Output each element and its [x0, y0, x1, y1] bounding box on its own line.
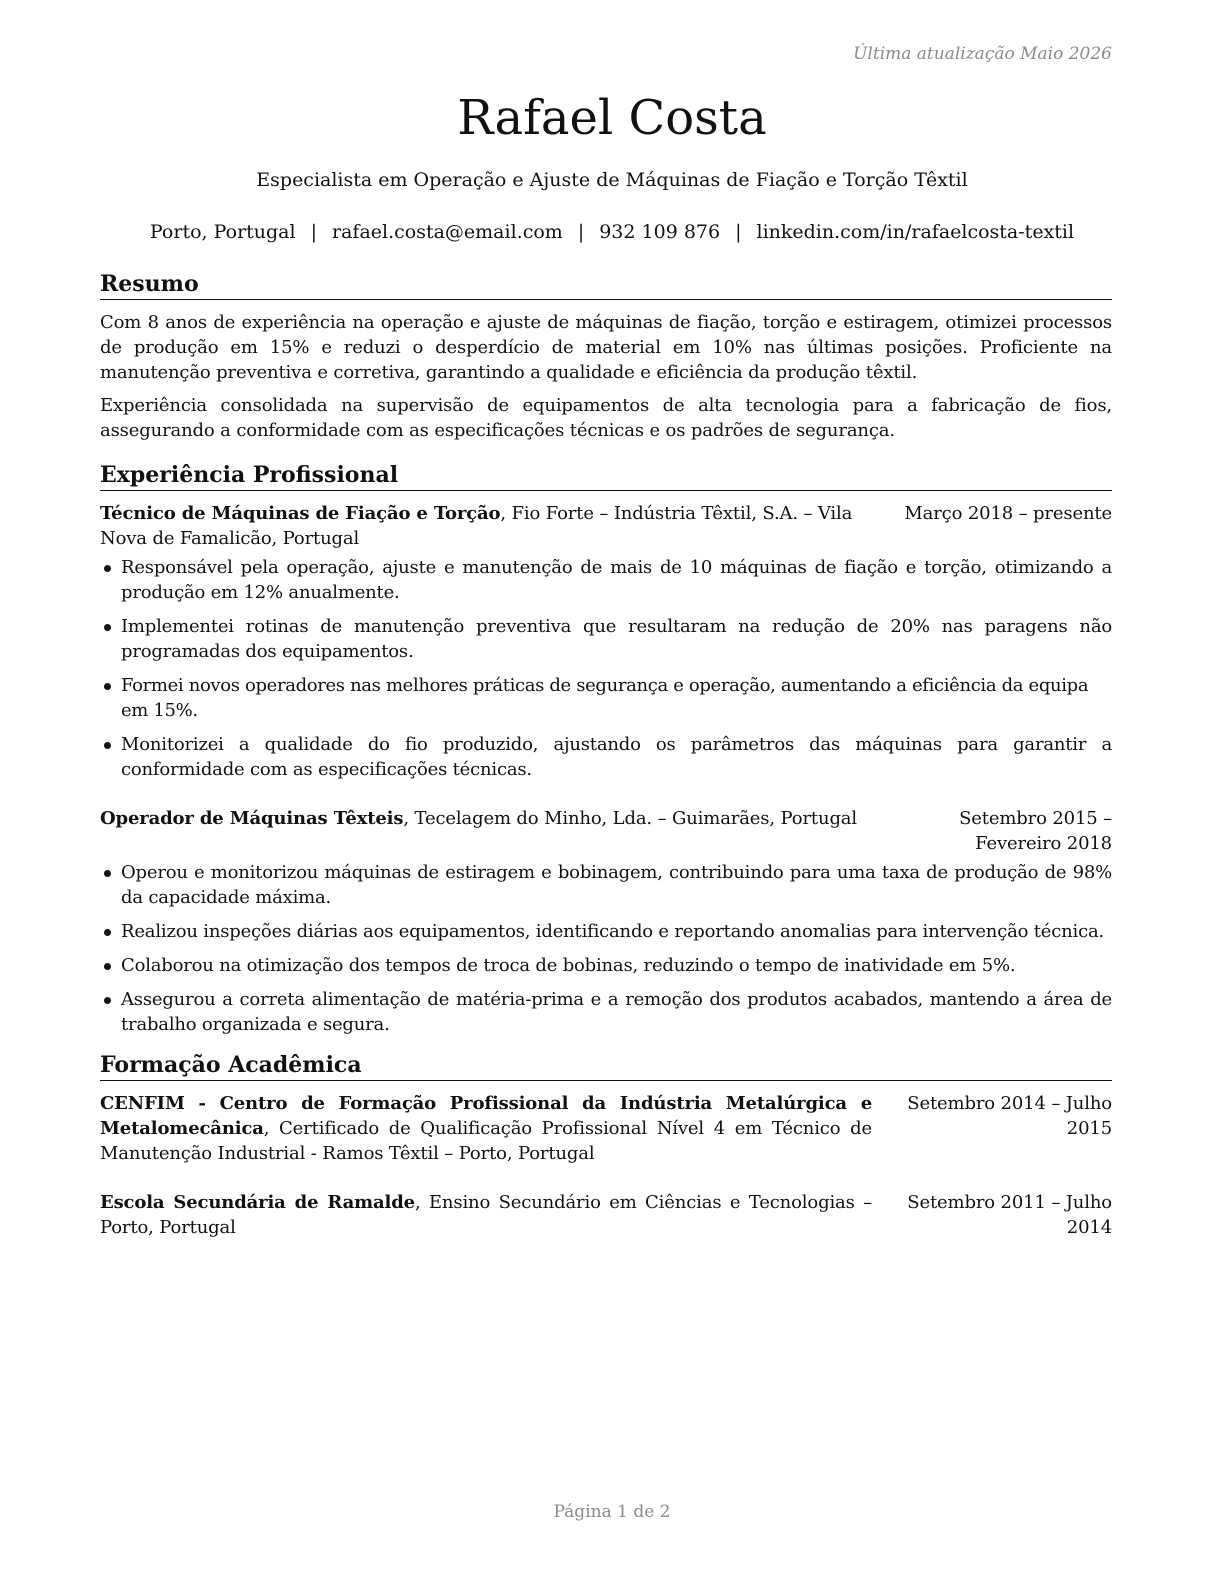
contact-phone: 932 109 876 — [599, 221, 721, 243]
education-header — [100, 1190, 1112, 1240]
job-dates: Setembro 2015 – Fevereiro 2018 — [959, 808, 1112, 854]
education-institution: Escola Secundária de Ramalde — [100, 1192, 415, 1213]
section-heading: Resumo — [100, 270, 1112, 300]
job-header — [100, 806, 1112, 856]
page-number: Página 1 de 2 — [553, 1502, 671, 1522]
education-institution: CENFIM - Centro de Formação Profissional da Indústria Metalúrgica e Metalomecânica — [100, 1093, 872, 1139]
education-header — [100, 1091, 1112, 1166]
education-dates: Setembro 2014 – Julho 2015 — [907, 1093, 1112, 1139]
job-title-line — [100, 501, 887, 551]
job-entry — [100, 501, 1112, 782]
job-bullets — [100, 860, 1112, 1037]
education-dates: Setembro 2011 – Julho 2014 — [907, 1192, 1112, 1238]
contact-line — [0, 219, 1224, 245]
job-bullet: Responsável pela operação, ajuste e manutenção de mais de 10 máquinas de fiação e torção, otimizando a produção em 12% anualmente. — [100, 555, 1112, 605]
job-bullet: Formei novos operadores nas melhores práticas de segurança e operação, aumentando a eficiência da equipa em 15%. — [100, 673, 1120, 723]
education-title-line — [100, 1190, 882, 1240]
contact-separator: | — [735, 221, 742, 243]
section-heading: Experiência Profissional — [100, 461, 1112, 491]
job-bullet: Realizou inspeções diárias aos equipamentos, identificando e reportando anomalias para intervenção técnica. — [100, 919, 1112, 944]
section-heading: Formação Acadêmica — [100, 1051, 1112, 1081]
summary-section — [100, 270, 1112, 443]
job-bullet: Implementei rotinas de manutenção preventiva que resultaram na redução de 20% nas paragens não programadas dos equipamentos. — [100, 614, 1112, 664]
contact-email[interactable]: rafael.costa@email.com — [332, 221, 563, 243]
summary-paragraph: Experiência consolidada na supervisão de equipamentos de alta tecnologia para a fabricação de fios, assegurando a conformidade com as especificações técnicas e os padrões de segurança. — [100, 395, 1112, 441]
job-details: , Fio Forte – Indústria Têxtil, S.A. – Vila Nova de Famalicão, Portugal — [100, 503, 853, 549]
job-bullet: Colaborou na otimização dos tempos de troca de bobinas, reduzindo o tempo de inatividade em 5%. — [100, 953, 1112, 978]
education-section — [100, 1051, 1112, 1240]
job-details: , Tecelagem do Minho, Lda. – Guimarães, Portugal — [403, 808, 857, 829]
contact-location: Porto, Portugal — [149, 221, 296, 243]
job-role: Técnico de Máquinas de Fiação e Torção — [100, 503, 501, 524]
job-bullet: Operou e monitorizou máquinas de estiragem e bobinagem, contribuindo para uma taxa de produção de 98% da capacidade máxima. — [100, 860, 1112, 910]
job-bullets — [100, 555, 1112, 782]
job-title-line — [100, 806, 887, 831]
education-title-line — [100, 1091, 882, 1166]
experience-section — [100, 461, 1112, 1037]
contact-separator: | — [310, 221, 317, 243]
job-dates: Março 2018 – presente — [904, 503, 1112, 524]
professional-title: Especialista em Operação e Ajuste de Máquinas de Fiação e Torção Têxtil — [256, 169, 968, 191]
candidate-name: Rafael Costa — [457, 90, 767, 146]
job-bullet: Assegurou a correta alimentação de matéria-prima e a remoção dos produtos acabados, mantendo a área de trabalho organizada e segura. — [100, 987, 1112, 1037]
education-details: , Certificado de Qualificação Profissional Nível 4 em Técnico de Manutenção Industrial - Ramos Têxtil – Porto, Portugal — [100, 1118, 872, 1164]
job-header — [100, 501, 1112, 551]
last-updated: Última atualização Maio 2026 — [853, 44, 1112, 64]
education-entry — [100, 1091, 1112, 1166]
job-role: Operador de Máquinas Têxteis — [100, 808, 404, 829]
contact-linkedin[interactable]: linkedin.com/in/rafaelcosta-textil — [756, 221, 1075, 243]
job-bullet: Monitorizei a qualidade do fio produzido, ajustando os parâmetros das máquinas para garantir a conformidade com as especificações técnicas. — [100, 732, 1112, 782]
education-details: , Ensino Secundário em Ciências e Tecnologias – Porto, Portugal — [100, 1192, 872, 1238]
resume-content — [100, 270, 1112, 1254]
job-entry — [100, 806, 1112, 1037]
education-entry — [100, 1190, 1112, 1240]
summary-paragraph: Com 8 anos de experiência na operação e ajuste de máquinas de fiação, torção e estiragem, otimizei processos de produção em 15% e reduzi o desperdício de material em 10% nas últimas posições. Proficiente na manutenção preventiva e corretiva, garantindo a qualidade e eficiência da produção têxtil. — [100, 312, 1112, 383]
contact-separator: | — [577, 221, 585, 243]
